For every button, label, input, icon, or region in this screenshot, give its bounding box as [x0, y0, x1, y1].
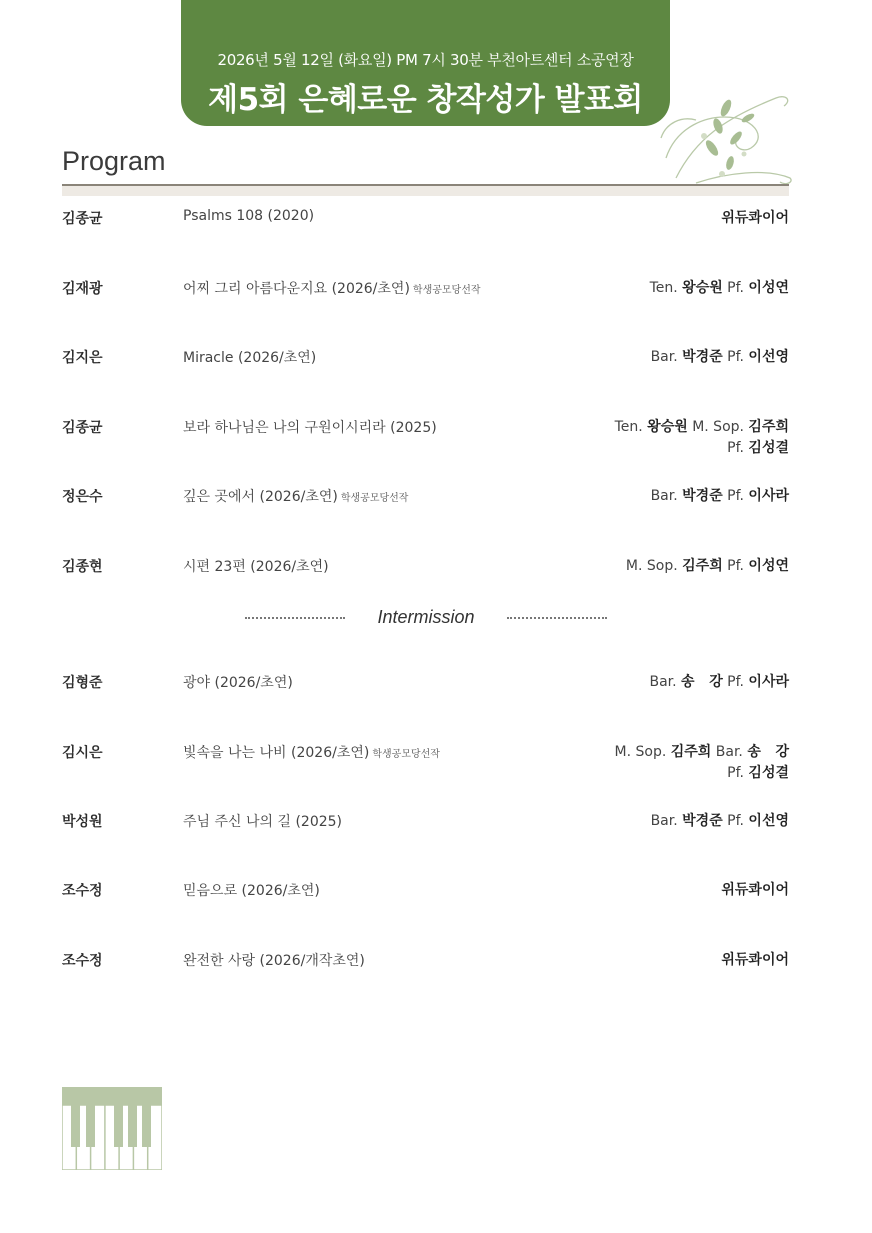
concert-date-venue: 2026년 5월 12일 (화요일) PM 7시 30분 부천아트센터 소공연장: [217, 51, 634, 69]
intermission-divider: [0, 607, 852, 631]
heading-divider-shade: [62, 186, 789, 196]
performer-name: 박경준: [682, 349, 723, 365]
work-note: 학생공모당선작: [412, 285, 481, 296]
performer-line: [650, 278, 789, 299]
performer-name: 김성결: [748, 440, 789, 456]
performer-line: [649, 672, 789, 693]
performer-role: Pf.: [722, 280, 749, 296]
work-title: [183, 208, 314, 224]
performer-role: Pf.: [722, 488, 749, 504]
performers: [615, 417, 789, 459]
composer-name: 김종균: [62, 211, 103, 227]
floral-ornament-icon: [656, 78, 796, 188]
work-title-text: 빛속을 나는 나비 (2026/초연): [183, 745, 370, 761]
performer-name: 김주희: [682, 558, 723, 574]
work-title-text: Miracle (2026/초연): [183, 350, 317, 366]
program-row: [62, 208, 789, 232]
performer-line: [721, 208, 789, 229]
performer-role: Pf.: [727, 440, 749, 456]
work-title-text: 믿음으로 (2026/초연): [183, 883, 320, 899]
performers: [649, 672, 789, 693]
composer-name: 김종현: [62, 559, 103, 575]
performer-role: Bar.: [650, 813, 683, 829]
work-title: [183, 347, 316, 367]
performer-line: [651, 347, 789, 368]
work-title-text: 깊은 곳에서 (2026/초연): [183, 489, 338, 505]
program-row: [62, 417, 789, 456]
work-note: 학생공모당선작: [340, 493, 409, 504]
composer-name: 김시은: [62, 745, 103, 761]
work-title: [183, 486, 408, 506]
performer-role: Bar.: [711, 744, 748, 760]
performers: [721, 950, 789, 971]
performer-name: 박경준: [682, 488, 723, 504]
performer-line: [615, 417, 789, 438]
work-title: [183, 811, 342, 831]
performer-line: [651, 486, 789, 507]
work-title: [183, 880, 320, 900]
performer-line: [615, 742, 789, 763]
work-title-text: Psalms 108 (2020): [183, 208, 315, 224]
intermission-label: Intermission: [377, 607, 475, 627]
performer-role: Bar.: [650, 488, 683, 504]
program-row: [62, 950, 789, 974]
performer-line: [626, 556, 789, 577]
performer-name: 이선영: [748, 813, 789, 829]
performer-role: Pf.: [722, 558, 749, 574]
performer-role: Pf.: [722, 349, 749, 365]
performers: [651, 486, 789, 507]
performer-role: Ten.: [614, 419, 648, 435]
performer-role: Pf.: [727, 765, 749, 781]
program-row: [62, 880, 789, 904]
work-title: [183, 672, 293, 692]
program-row: [62, 347, 789, 371]
composer-name: 김재광: [62, 281, 103, 297]
work-title-text: 완전한 사랑 (2026/개작초연): [183, 953, 365, 969]
performer-name: 송 강: [681, 674, 723, 690]
performer-name: 송 강: [747, 744, 789, 760]
performer-name: 이성연: [748, 280, 789, 296]
performer-name: 이사라: [748, 488, 789, 504]
performer-name: 이사라: [748, 674, 789, 690]
work-title: [183, 278, 481, 298]
performer-name: 위듀콰이어: [721, 210, 789, 226]
program-row: [62, 278, 789, 302]
performer-name: 박경준: [682, 813, 723, 829]
dotted-line-right: [507, 617, 607, 619]
work-title-text: 보라 하나님은 나의 구원이시리라 (2025): [183, 420, 437, 436]
work-title-text: 광야 (2026/초연): [183, 675, 293, 691]
program-row: [62, 672, 789, 696]
performer-line: [721, 950, 789, 971]
performer-role: M. Sop.: [687, 419, 749, 435]
performer-role: Pf.: [722, 674, 749, 690]
performer-line: [615, 438, 789, 459]
performer-name: 김주희: [748, 419, 789, 435]
performers: [651, 347, 789, 368]
performers: [651, 811, 789, 832]
program-row: [62, 556, 789, 580]
program-row: [62, 811, 789, 835]
composer-name: 김형준: [62, 675, 103, 691]
composer-name: 정은수: [62, 489, 103, 505]
program-row: [62, 742, 789, 781]
work-title: [183, 556, 329, 576]
performer-role: M. Sop.: [625, 558, 683, 574]
composer-name: 조수정: [62, 883, 103, 899]
performer-name: 위듀콰이어: [721, 952, 789, 968]
program-heading: Program: [62, 146, 166, 176]
performers: [721, 880, 789, 901]
performer-name: 김주희: [670, 744, 712, 760]
performer-line: [615, 763, 789, 784]
dotted-line-left: [245, 617, 345, 619]
performer-name: 이선영: [748, 349, 789, 365]
performer-name: 위듀콰이어: [721, 882, 789, 898]
piano-keys-icon: [62, 1087, 162, 1170]
performer-role: Bar.: [650, 349, 683, 365]
performer-name: 왕승원: [647, 419, 688, 435]
work-title: [183, 742, 440, 762]
work-note: 학생공모당선작: [372, 749, 440, 760]
performer-role: Bar.: [649, 674, 682, 690]
performers: [615, 742, 789, 784]
work-title-text: 주님 주신 나의 길 (2025): [183, 814, 343, 830]
header-banner: [181, 0, 670, 126]
performer-name: 왕승원: [682, 280, 723, 296]
composer-name: 조수정: [62, 953, 103, 969]
performer-name: 이성연: [748, 558, 789, 574]
work-title: [183, 950, 365, 970]
performers: [650, 278, 789, 299]
composer-name: 김종균: [62, 420, 103, 436]
performer-role: M. Sop.: [614, 744, 671, 760]
work-title-text: 어찌 그리 아름다운지요 (2026/초연): [183, 281, 410, 297]
performer-line: [651, 811, 789, 832]
composer-name: 박성원: [62, 814, 103, 830]
performer-name: 김성결: [748, 765, 789, 781]
performer-role: Pf.: [722, 813, 749, 829]
performer-line: [721, 880, 789, 901]
performer-role: Ten.: [649, 280, 683, 296]
concert-title: 제5회 은혜로운 창작성가 발표회: [208, 82, 643, 118]
performers: [626, 556, 789, 577]
performers: [721, 208, 789, 229]
work-title-text: 시편 23편 (2026/초연): [183, 559, 329, 575]
work-title: [183, 417, 437, 437]
composer-name: 김지은: [62, 350, 103, 366]
program-row: [62, 486, 789, 510]
